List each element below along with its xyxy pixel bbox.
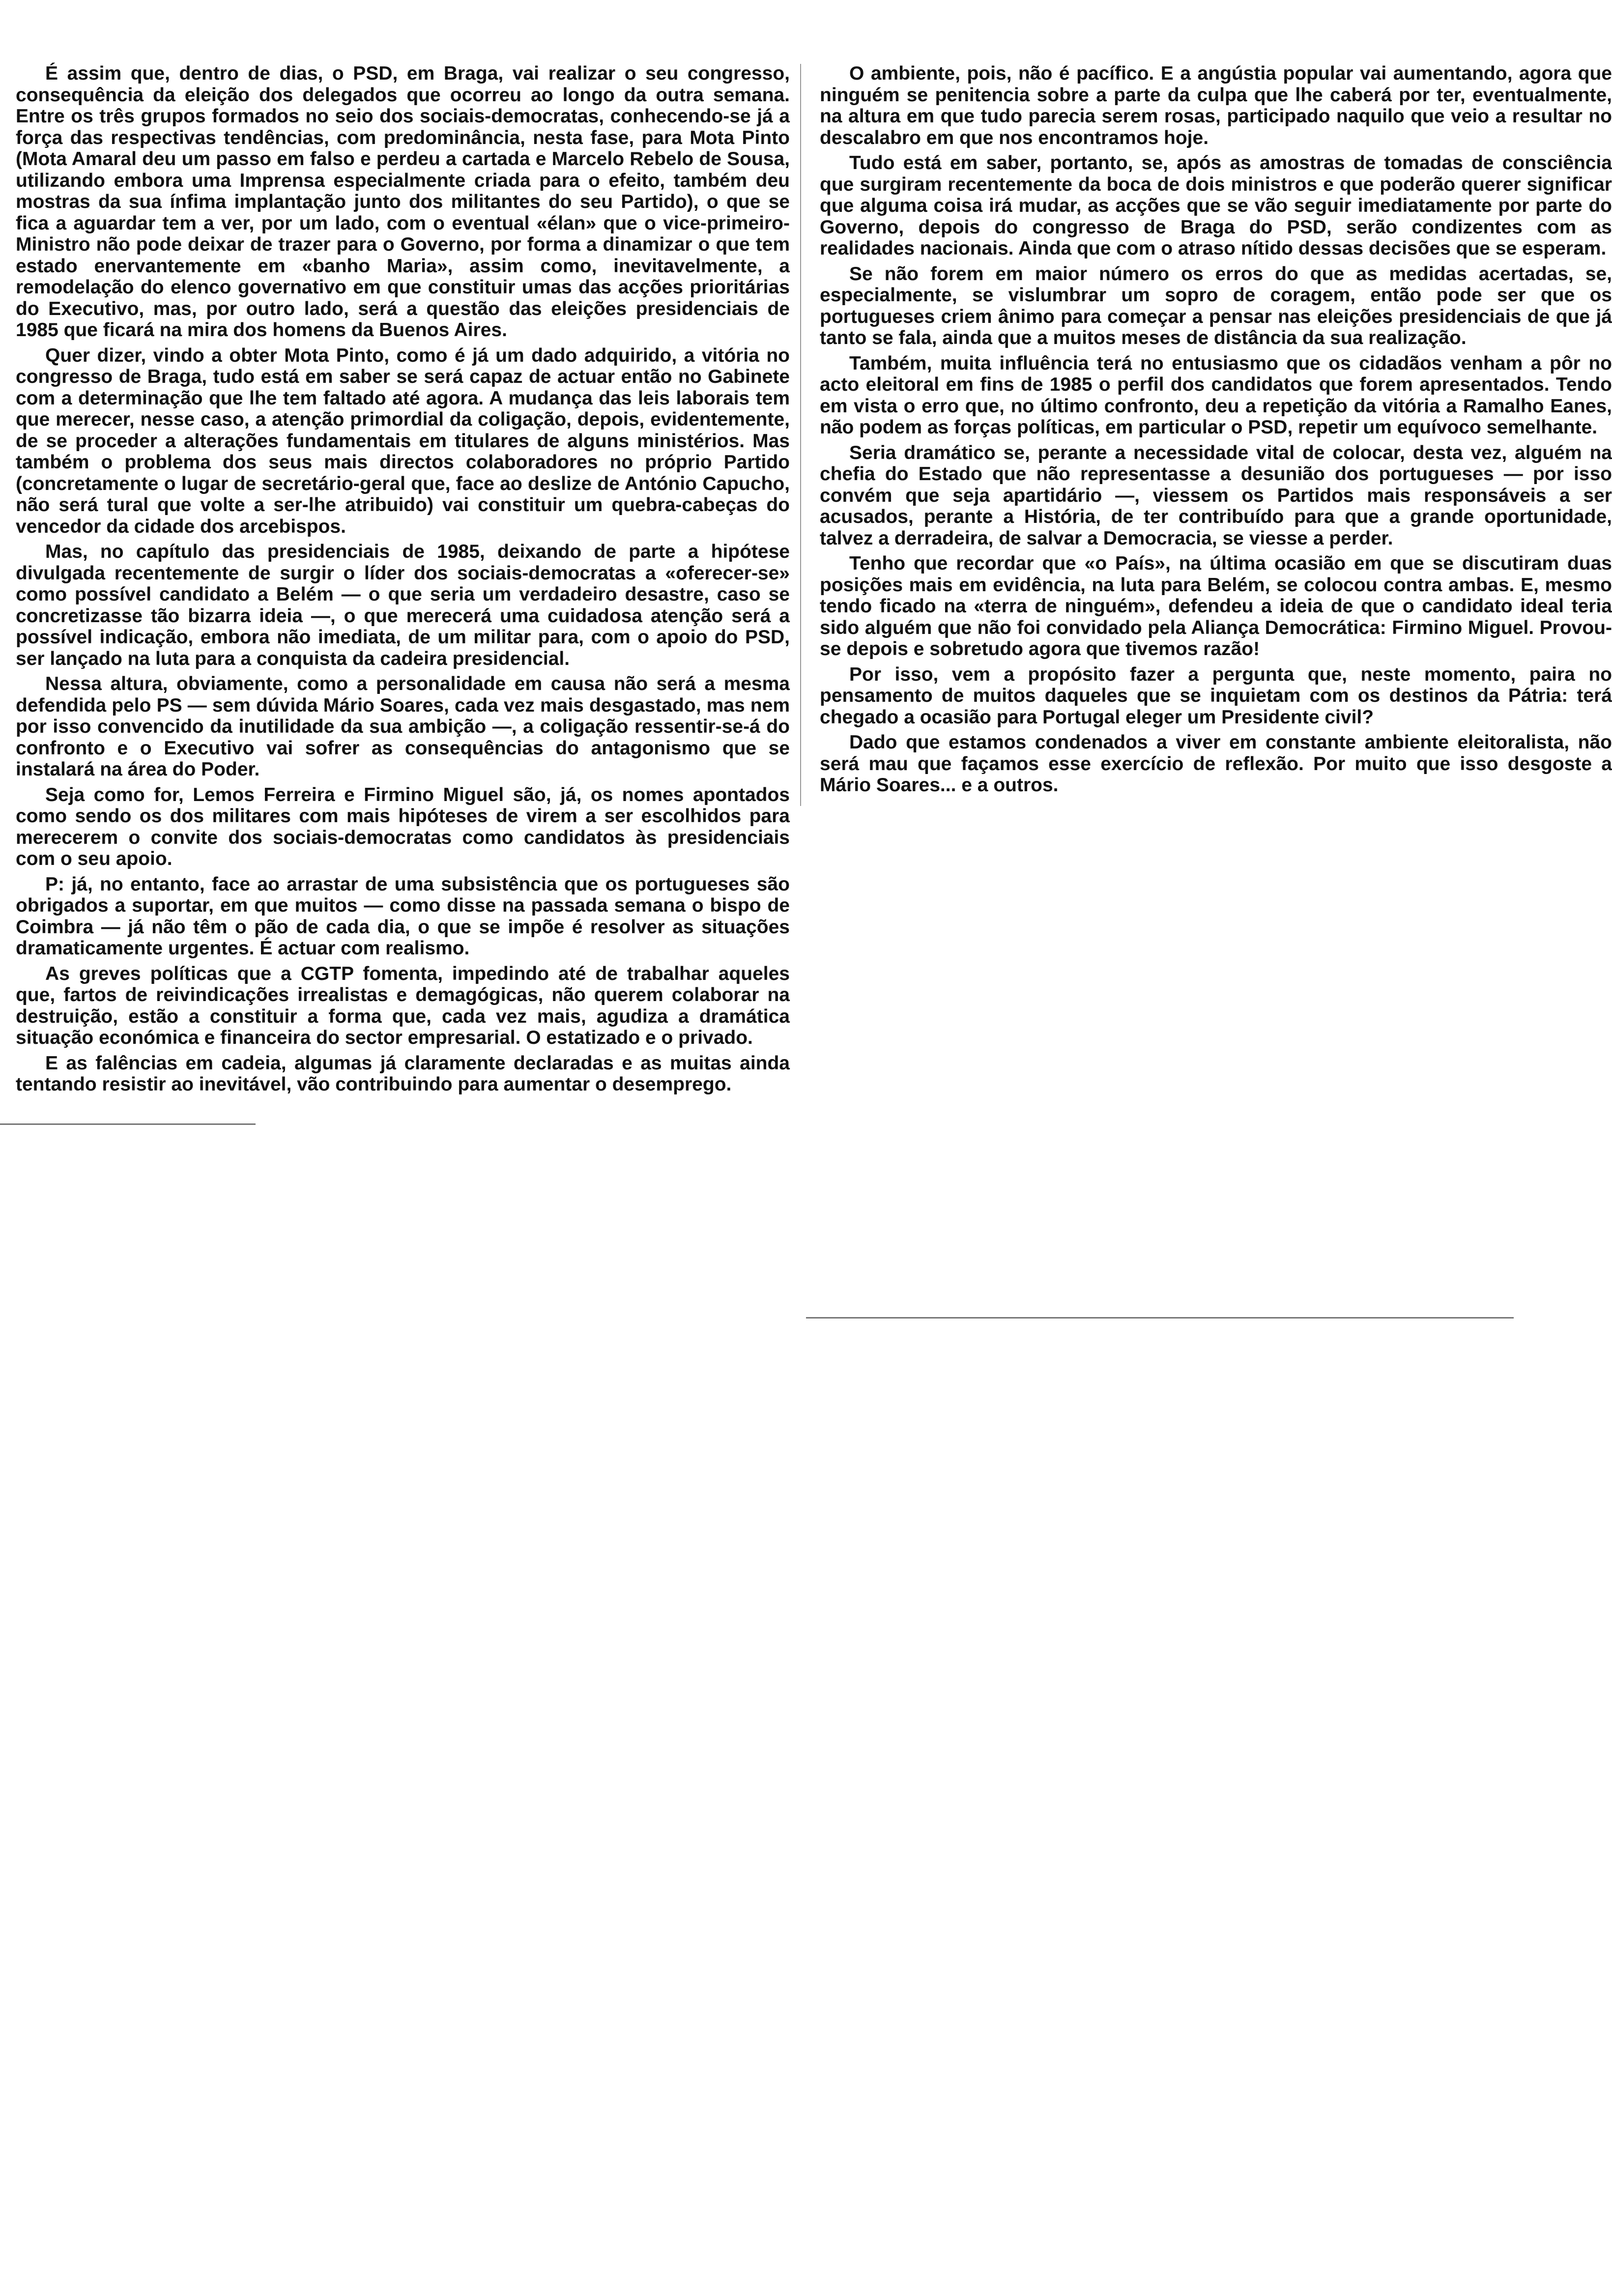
left-paragraph-4: Nessa altura, obviamente, como a personalidade em causa não será a mesma defendida pelo PS — sem dúvida Mário Soares, cada vez mais desgastado, mas nem por isso convencido da inutilidade da sua ambição —, a coligação ressentir-se-á do confronto e o Executivo vai sofrer as consequências do antagonismo que se instalará na área do Poder. xyxy=(16,673,790,780)
right-column xyxy=(820,63,1612,800)
left-paragraph-1: É assim que, dentro de dias, o PSD, em Braga, vai realizar o seu congresso, consequência da eleição dos delegados que ocorreu ao longo da outra semana. Entre os três grupos formados no seio dos sociais-democratas, conhecendo-se já a força das respectivas tendências, com predominância, nesta fase, para Mota Pinto (Mota Amaral deu um passo em falso e perdeu a cartada e Marcelo Rebelo de Sousa, utilizando embora uma Imprensa especialmente criada para o efeito, também deu mostras da sua ínfima implantação junto dos militantes do seu Partido), o que se fica a aguardar tem a ver, por um lado, com o eventual «élan» que o vice-primeiro-Ministro não pode deixar de trazer para o Governo, por forma a dinamizar o que tem estado enervantemente em «banho Maria», assim como, inevitavelmente, a remodelação do elenco governativo em que constituir umas das acções prioritárias do Executivo, mas, por outro lado, será a questão das eleições presidenciais de 1985 que ficará na mira dos homens da Buenos Aires. xyxy=(16,63,790,341)
left-paragraph-5: Seja como for, Lemos Ferreira e Firmino Miguel são, já, os nomes apontados como sendo os dos militares com mais hipóteses de virem a ser escolhidos para merecerem o convite dos sociais-democratas como candidatos às presidenciais com o seu apoio. xyxy=(16,784,790,869)
right-paragraph-8: Dado que estamos condenados a viver em constante ambiente eleitoralista, não será mau que façamos esse exercício de reflexão. Por muito que isso desgoste a Mário Soares... e a outros. xyxy=(820,732,1612,796)
left-column xyxy=(16,63,790,1099)
left-paragraph-3: Mas, no capítulo das presidenciais de 1985, deixando de parte a hipótese divulgada recentemente de surgir o líder dos sociais-democratas a «oferecer-se» como possível candidato a Belém — o que seria um verdadeiro desastre, caso se concretizasse tão bizarra ideia —, o que merecerá uma cuidadosa atenção será a possível indicação, embora não imediata, de um militar para, com o apoio do PSD, ser lançado na luta para a conquista da cadeira presidencial. xyxy=(16,541,790,669)
right-paragraph-5: Seria dramático se, perante a necessidade vital de colocar, desta vez, alguém na chefia do Estado que não representasse a desunião dos portugueses — por isso convém que seja apartidário —, viessem os Partidos mais responsáveis a ser acusados, perante a História, de ter contribuído para que a grande oportunidade, talvez a derradeira, de salvar a Democracia, se viesse a perder. xyxy=(820,442,1612,549)
right-paragraph-3: Se não forem em maior número os erros do que as medidas acertadas, se, especialmente, se vislumbrar um sopro de coragem, então pode ser que os portugueses criem ânimo para começar a pensar nas eleições presidenciais de que já tanto se fala, ainda que a muitos meses de distância da sua realização. xyxy=(820,263,1612,348)
end-rule-right xyxy=(806,1317,1514,1319)
right-paragraph-2: Tudo está em saber, portanto, se, após as amostras de tomadas de consciência que surgiram recentemente da boca de dois ministros e que poderão querer significar que alguma coisa irá mudar, as acções que se vão seguir imediatamente por parte do Governo, depois do congresso de Braga do PSD, serão condizentes com as realidades nacionais. Ainda que com o atraso nítido dessas decisões que se esperam. xyxy=(820,152,1612,259)
right-paragraph-4: Também, muita influência terá no entusiasmo que os cidadãos venham a pôr no acto eleitoral em fins de 1985 o perfil dos candidatos que forem apresentados. Tendo em vista o erro que, no último confronto, deu a repetição da vitória a Ramalho Eanes, não podem as forças políticas, em particular o PSD, repetir um equívoco semelhante. xyxy=(820,352,1612,438)
left-paragraph-2: Quer dizer, vindo a obter Mota Pinto, como é já um dado adquirido, a vitória no congresso de Braga, tudo está em saber se será capaz de actuar então no Gabinete com a determinação que lhe tem faltado até agora. A mudança das leis laborais tem que merecer, nesse caso, a atenção primordial da coligação, depois, evidentemente, de se proceder a alterações fundamentais em titulares de alguns ministérios. Mas também o problema dos seus mais directos colaboradores no próprio Partido (concretamente o lugar de secretário-geral que, face ao deslize de António Capucho, não será tural que volte a ser-lhe atribuido) vai constituir um quebra-cabeças do vencedor da cidade dos arcebispos. xyxy=(16,344,790,537)
right-paragraph-6: Tenho que recordar que «o País», na última ocasião em que se discutiram duas posições mais em evidência, na luta para Belém, se colocou contra ambas. E, mesmo tendo ficado na «terra de ninguém», defendeu a ideia de que o candidato ideal teria sido alguém que não foi convidado pela Aliança Democrática: Firmino Miguel. Provou-se depois e sobretudo agora que tivemos razão! xyxy=(820,553,1612,660)
right-paragraph-1: O ambiente, pois, não é pacífico. E a angústia popular vai aumentando, agora que ninguém se penitencia sobre a parte da culpa que lhe caberá por ter, eventualmente, na altura em que tudo parecia serem rosas, participado naquilo que veio a resultar no descalabro em que nos encontramos hoje. xyxy=(820,63,1612,148)
left-paragraph-7: As greves políticas que a CGTP fomenta, impedindo até de trabalhar aqueles que, fartos de reivindicações irrealistas e demagógicas, não querem colaborar na destruição, estão a constituir a forma que, cada vez mais, agudiza a dramática situação económica e financeira do sector empresarial. O estatizado e o privado. xyxy=(16,963,790,1048)
left-paragraph-6: P: já, no entanto, face ao arrastar de uma subsistência que os portugueses são obrigados a suportar, em que muitos — como disse na passada semana o bispo de Coimbra — já não têm o pão de cada dia, o que se impõe é resolver as situações dramaticamente urgentes. É actuar com realismo. xyxy=(16,873,790,959)
column-divider xyxy=(800,64,801,806)
left-paragraph-8: E as falências em cadeia, algumas já claramente declaradas e as muitas ainda tentando resistir ao inevitável, vão contribuindo para aumentar o desemprego. xyxy=(16,1052,790,1095)
right-paragraph-7: Por isso, vem a propósito fazer a pergunta que, neste momento, paira no pensamento de muitos daqueles que se inquietam com os destinos da Pátria: terá chegado a ocasião para Portugal eleger um Presidente civil? xyxy=(820,663,1612,728)
section-rule-left xyxy=(0,1123,256,1125)
